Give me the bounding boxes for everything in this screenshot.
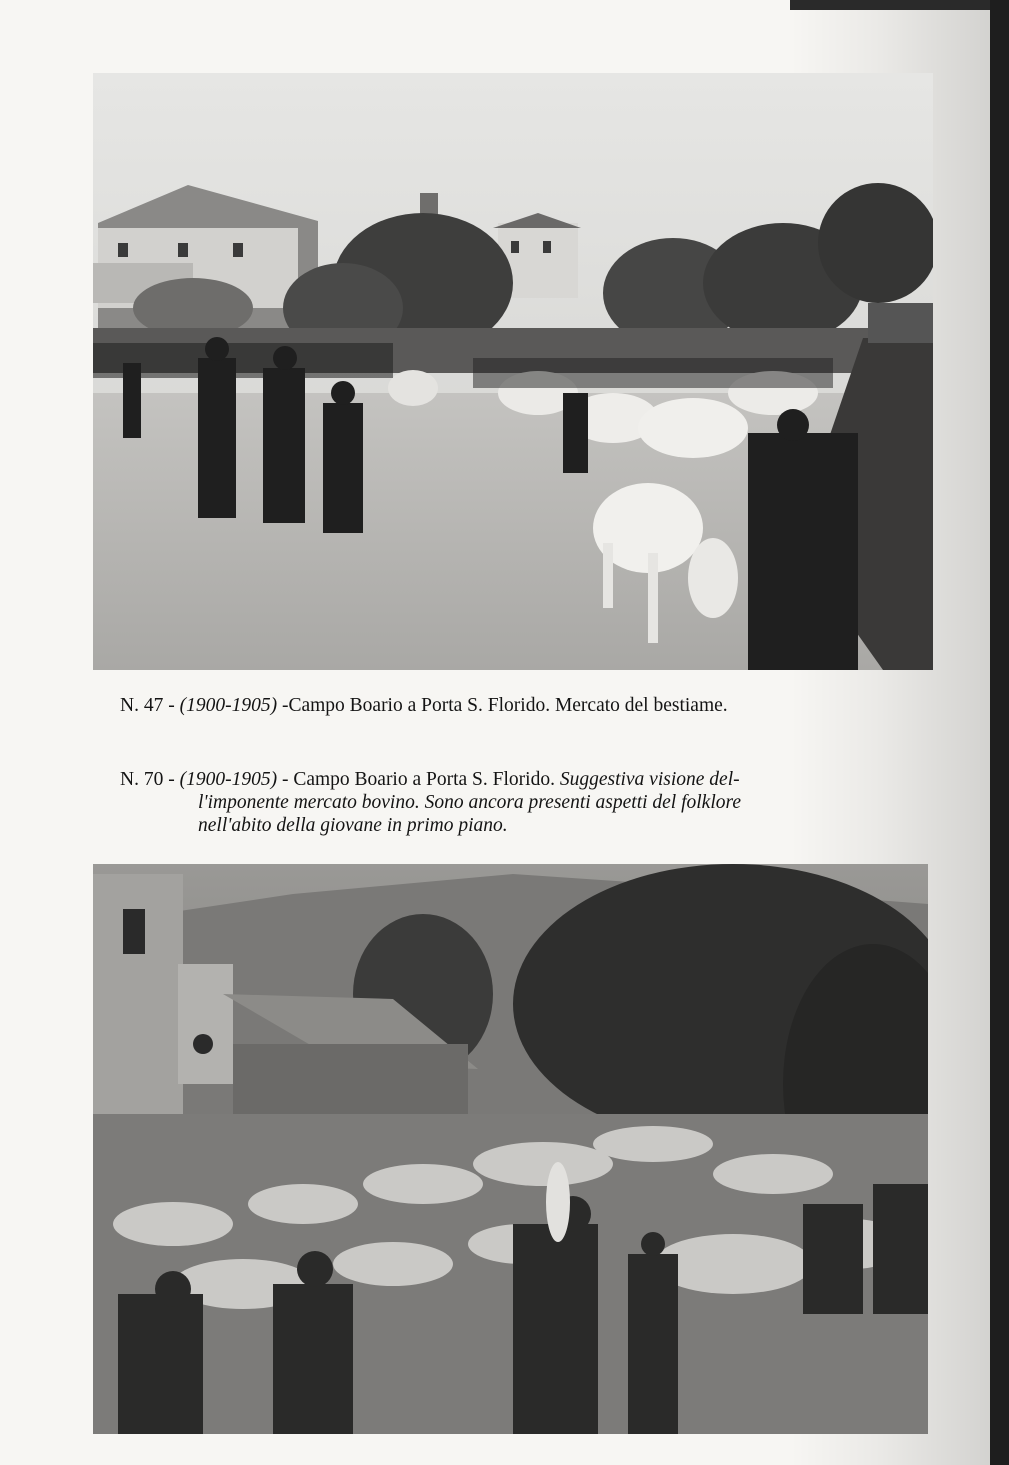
caption-text: Campo Boario a Porta S. Florido.: [293, 769, 555, 790]
caption-italic-line-3: nell'abito della giovane in primo piano.: [198, 815, 508, 836]
caption-line-2: [198, 791, 910, 814]
caption-line-3: [198, 814, 910, 837]
caption-number: N. 70: [120, 769, 164, 790]
caption-line-1: [120, 768, 910, 791]
caption-italic-line-1: Suggestiva visione del-: [559, 769, 740, 790]
caption-dates: (1900-1905): [179, 695, 278, 716]
caption-italic-line-2: l'imponente mercato bovino. Sono ancora presenti aspetti del folklore: [198, 792, 742, 813]
page-top-edge: [790, 0, 1009, 10]
caption-number: N. 47: [120, 695, 164, 716]
caption-photo-47: [120, 694, 920, 717]
caption-separator: -: [168, 769, 175, 790]
photo-cattle-market-crowd: [93, 864, 928, 1434]
page-right-edge: [990, 0, 1009, 1465]
caption-dates: (1900-1905): [179, 769, 278, 790]
photo-cattle-market-street: [93, 73, 933, 670]
caption-separator: -: [281, 695, 289, 716]
caption-separator: -: [168, 695, 175, 716]
caption-photo-70: [120, 768, 910, 837]
caption-separator: -: [281, 769, 289, 790]
caption-text: Campo Boario a Porta S. Florido. Mercato del bestiame.: [288, 695, 728, 716]
